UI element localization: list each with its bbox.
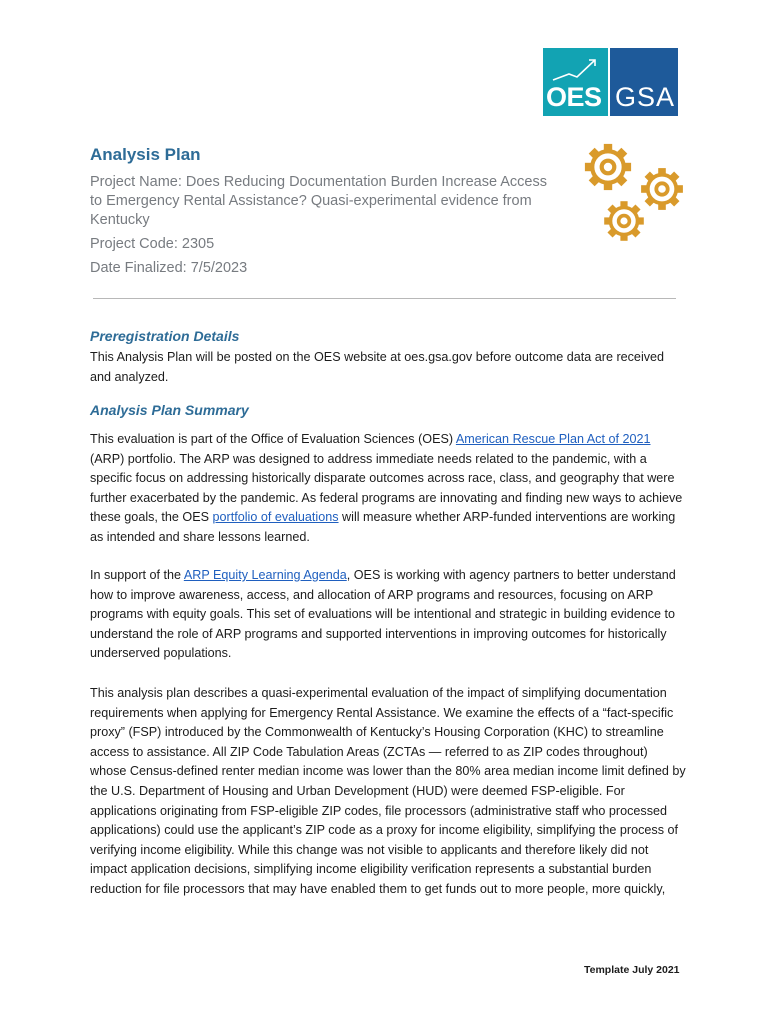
divider — [93, 298, 676, 299]
oes-gsa-logo — [543, 48, 678, 116]
date-finalized: Date Finalized: 7/5/2023 — [90, 260, 248, 276]
project-code: Project Code: 2305 — [90, 236, 215, 252]
title-block — [90, 145, 560, 283]
gsa-logo — [610, 48, 678, 116]
arp-act-link[interactable]: American Rescue Plan Act of 2021 — [455, 432, 651, 446]
gears-icon — [578, 135, 688, 247]
footer-template-label: Template July 2021 — [584, 964, 680, 976]
page-title: Analysis Plan — [90, 145, 201, 164]
project-name: Project Name: Does Reducing Documentation Burden Increase Access to Emergency Rental Assistance? Quasi-experimental evidence from Kentucky — [90, 174, 547, 228]
summary-paragraph-1: This evaluation is part of the Office of Evaluation Sciences (OES) American Rescue Plan Act of 2021 (ARP) portfolio. The ARP was designed to address immediate needs related to the pandemic, with a specific focus on addressing historically disparate outcomes across race, class, and geography that were further exacerbated by the pandemic. As federal programs are innovating and finding new ways to achieve these goals, the OES portfolio of evaluations will measure whether ARP-funded interventions are working as intended and share lessons learned. — [90, 432, 683, 544]
summary-heading: Analysis Plan Summary — [90, 402, 249, 418]
oes-logo — [543, 48, 608, 116]
equity-learning-agenda-link[interactable]: ARP Equity Learning Agenda — [183, 568, 347, 582]
portfolio-link[interactable]: portfolio of evaluations — [212, 510, 339, 525]
preregistration-heading: Preregistration Details — [90, 328, 240, 344]
preregistration-text: This Analysis Plan will be posted on the OES website at oes.gsa.gov before outcome data are received and analyzed. — [90, 350, 665, 384]
trend-arrow-icon — [551, 54, 601, 84]
summary-paragraph-3: This analysis plan describes a quasi-experimental evaluation of the impact of simplifying documentation requirements when applying for Emergency Rental Assistance. We examine the effects of a “fact-specific proxy” (FSP) introduced by the Commonwealth of Kentucky’s Housing Corporation (KHC) to streamline access to assistance. All ZIP Code Tabulation Areas (ZCTAs — referred to as ZIP codes throughout) whose Census-defined renter median income was lower than the 80% area median income limit defined by the U.S. Department of Housing and Urban Development (HUD) were deemed FSP-eligible. For applications originating from FSP-eligible ZIP codes, file processors (administrative staff who processed applications) could use the applicant’s ZIP code as a proxy for income eligibility, simplifying the process of verifying income eligibility. While this change was not visible to applicants and therefore likely did not impact application decisions, simplifying income eligibility verification represents a substantial burden reduction for file processors that may have enabled them to get funds out to more people, more quickly, — [90, 686, 686, 896]
oes-logo-text: OES — [546, 82, 602, 112]
gsa-logo-text: GSA — [615, 82, 676, 112]
summary-paragraph-2: In support of the ARP Equity Learning Agenda, OES is working with agency partners to better understand how to improve awareness, access, and allocation of ARP programs and resources, focusing on ARP programs with equity goals. This set of evaluations will be intentional and strategic in building evidence to understand the role of ARP programs and supported interventions in improving outcomes for historically underserved populations. — [90, 568, 676, 661]
